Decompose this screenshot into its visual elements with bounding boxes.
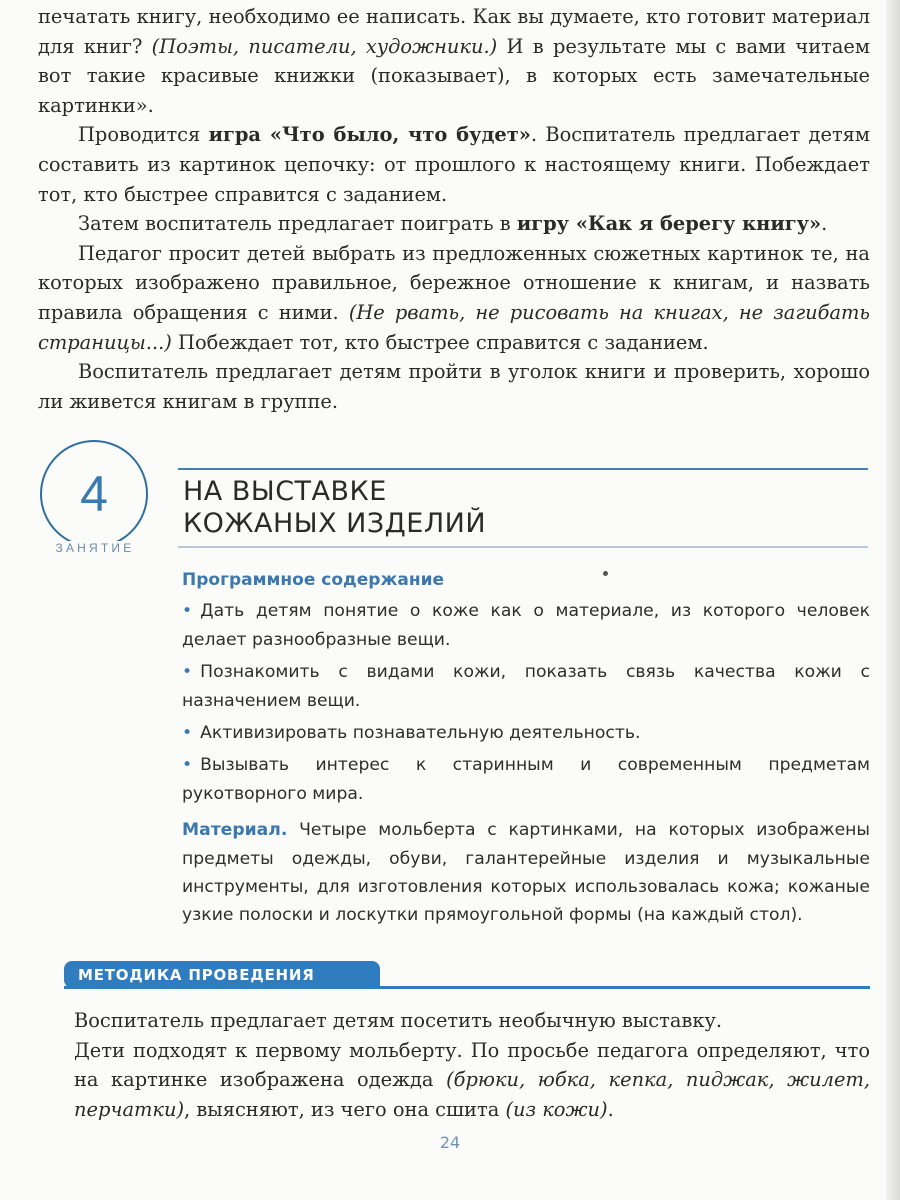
top-text-run: Проводится [78, 123, 209, 147]
bullet-dot-icon: • [182, 662, 193, 683]
material-label: Материал. [182, 820, 288, 841]
lesson-number-circle [40, 440, 148, 548]
top-text-run: . [821, 212, 828, 236]
top-text-run: игра «Что было, что будет» [208, 123, 531, 147]
program-item-text: Активизировать познавательную деятельность. [200, 723, 641, 744]
program-item [182, 597, 870, 654]
program-item-text: Вызывать интерес к старинным и современным предметам рукотворного мира. [182, 755, 870, 804]
program-item [182, 658, 870, 715]
top-paragraph [38, 357, 870, 416]
top-paragraph [38, 209, 870, 239]
bottom-text-run: (брюки, юбка, кепка, пиджак, жилет, перчатки) [74, 1068, 871, 1121]
material-text: Четыре мольберта с картинками, на которых изображены предметы одежды, обуви, галантерейные изделия и музыкальные инструменты, для изготовления которых использовалась кожа; кожаные узкие полоски и лоскутки прямоугольной формы (на каждый стол). [182, 820, 870, 926]
top-paragraph [38, 120, 870, 209]
top-paragraph [38, 2, 870, 120]
title-top-rule [178, 468, 868, 470]
program-item-text: Познакомить с видами кожи, показать связь качества кожи с назначением вещи. [182, 662, 870, 711]
method-header-bar [64, 961, 380, 988]
top-text-run: игру «Как я берегу книгу» [516, 212, 822, 236]
top-text-block [38, 2, 870, 416]
method-header-label: МЕТОДИКА ПРОВЕДЕНИЯ [78, 965, 315, 984]
bullet-dot-icon: • [182, 755, 193, 776]
page-number: 24 [439, 1133, 461, 1152]
lesson-number: 4 [80, 466, 108, 522]
bottom-text-run: . [607, 1097, 614, 1121]
bottom-text-run: , выясняют, из чего она сшита [184, 1097, 506, 1121]
bullet-dot-icon: • [182, 601, 193, 622]
top-text-run: . Воспитатель предлагает детям составить из картинок цепочку: от прошлого к настоящему книги. Побеждает тот, кто быстрее справится с заданием. [38, 123, 870, 206]
top-text-run: Затем воспитатель предлагает поиграть в [78, 212, 517, 236]
program-item-text: Дать детям понятие о коже как о материале, из которого человек делает разнообразные вещи. [182, 601, 870, 650]
lesson-title [183, 476, 863, 540]
lesson-title-line1: НА ВЫСТАВКЕ [183, 476, 387, 507]
top-text-run: И в результате мы с вами читаем вот такие красивые книжки (показывает), в которых есть замечательные картинки». [38, 34, 870, 117]
method-header-rule [64, 986, 870, 989]
top-text-run: печатать книгу, необходимо ее написать. Как вы думаете, кто готовит материал для книг? [38, 5, 870, 58]
program-item [182, 751, 870, 808]
bottom-text-run: Дети подходят к первому мольберту. По просьбе педагога определяют, что на картинке изображена одежда [74, 1038, 870, 1092]
program-list [182, 597, 870, 808]
lesson-title-line2: КОЖАНЫХ ИЗДЕЛИЙ [183, 508, 487, 539]
bottom-paragraph [74, 1036, 870, 1125]
lesson-word: ЗАНЯТИЕ [44, 541, 146, 555]
program-heading: Программное содержание [182, 570, 445, 590]
top-text-run: (Не рвать, не рисовать на книгах, не загибать страницы...) [38, 300, 870, 354]
bottom-text-block [74, 1006, 870, 1124]
top-text-run: Воспитатель предлагает детям пройти в уголок книги и проверить, хорошо ли живется книгам в группе. [38, 360, 870, 413]
bottom-text-run: Воспитатель предлагает детям посетить необычную выставку. [74, 1009, 723, 1032]
program-content [182, 566, 870, 930]
top-text-run: Побеждает тот, кто быстрее справится с заданием. [171, 330, 709, 354]
top-text-run: (Поэты, писатели, художники.) [151, 34, 498, 58]
page-edge-shadow [886, 0, 900, 1200]
top-text-run: Педагог просит детей выбрать из предложенных сюжетных картинок те, на которых изображено правильное, бережное отношение к книгам, и назвать правила обращения с ними. [38, 241, 870, 324]
material-paragraph [182, 816, 870, 930]
bottom-paragraph [74, 1006, 870, 1036]
top-paragraph [38, 239, 870, 357]
program-item [182, 719, 870, 747]
title-bottom-rule [178, 546, 868, 548]
bullet-dot-icon: • [182, 723, 193, 744]
bottom-text-run: (из кожи) [505, 1097, 608, 1121]
